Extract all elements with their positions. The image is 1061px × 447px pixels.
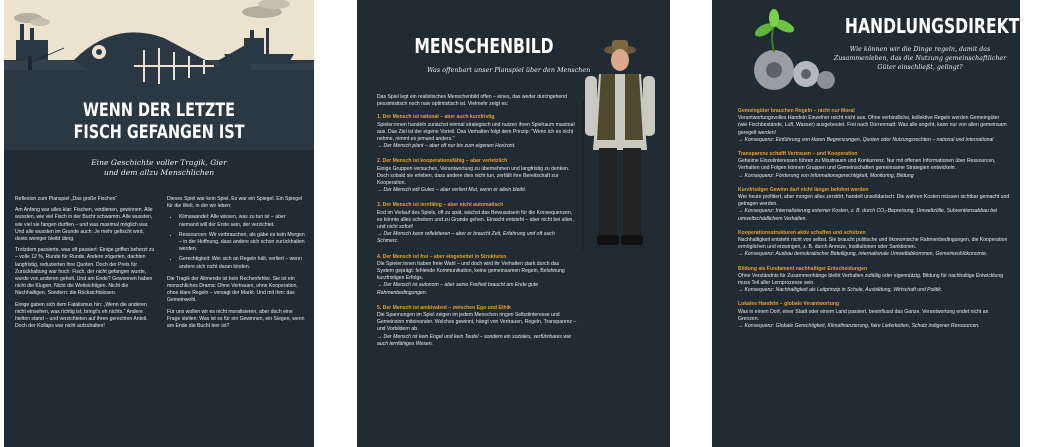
section-heading: Kooperationsstrukturen aktiv schaffen und schützen [738, 229, 866, 236]
section-heading: Gemeingüter brauchen Regeln – nicht nur Moral [738, 108, 855, 114]
page-menschenbild [357, 0, 670, 447]
paragraph: Reflexion zum Planspiel „Das große Fischen“ [15, 196, 118, 202]
section-body: Ohne Verständnis für Zusammenhänge bleibt Verhalten zufällig oder eigennützig. Bildung für nachhaltige Entwicklung muss Teil aller Lernprozesse sein. [738, 272, 1004, 287]
list-item: • Gerechtigkeit: Wer sich an Regeln hält, verliert – wenn andere sich nicht daran binden. [179, 256, 305, 270]
section-body: Wer heute profitiert, aber morgen alles zerstört, handelt unsolidarisch. Die wahren Kosten müssen sichtbar gemacht und getragen werden. [738, 194, 1010, 208]
main-text [377, 94, 577, 348]
section-heading: 5. Der Mensch ist ambivalent – zwischen Ego und Ethik [377, 304, 511, 311]
section-heading: 3. Der Mensch ist lernfähig – aber nicht automatisch [377, 202, 504, 209]
section [738, 187, 1010, 223]
page-title: WENN DER LETZTE FISCH GEFANGEN IST [73, 100, 245, 143]
section-body: Die Spannungen im Spiel zeigen im jedem Menschen ringen Selbstinteresse und Gemeinsinn miteinander. Welches gewinnt, hängt von Vertrauen, Regeln, Transparenz – und Vorbildern ab. [377, 312, 577, 333]
section [738, 108, 1010, 144]
paragraph: Trotzdem passierte, was oft passiert: Einige griffen beherzt zu – volle 12 %, Runde für Runde. Andere zögerten, dachten langfristig, reduzierten ihre Quoten. Doch der Preis für Zurückhaltung war hoch: Fisch, der nicht gefangen wurde, wurde von anderen geholt. Und am Ende? Gewonnen haben nicht die Klugen. Nicht die Weitsichtigen. Nicht die Nachhaltigen. Sondern: die Rücksichtslosen. [15, 247, 155, 297]
section-note: → Konsequenz: Globale Gerechtigkeit, Klimafinanzierung, faire Lieferketten, Schutz indigener Ressourcen. [738, 323, 980, 330]
section-note: → Konsequenz: Förderung von Informationsgerechtigkeit, Monitoring, Bildung [738, 172, 914, 179]
page-handlungsdirektiven [712, 0, 1061, 447]
paragraph: Einige gaben sich dem Fatalismus hin: „Wenn die anderen nicht einsehen, was richtig ist, bringt’s eh nichts.“ Andere hielten stand – und verzichteten auf ihren gerechten Anteil. Doch der Kollaps war nicht aufzuhalten! [15, 301, 148, 330]
page-title: HANDLUNGSDIREKTIVEN [844, 14, 1061, 38]
section-note: → Der Mensch will Gutes – aber verliert Mut, wenn er allein bleibt. [377, 187, 527, 194]
section-note: → Konsequenz: Nachhaltigkeit als Leitprinzip in Schule, Ausbildung, Wirtschaft und Politik. [738, 287, 943, 294]
section-note: → Der Mensch kann reflektieren – aber er braucht Zeit, Erfahrung und oft auch Schmerz. [377, 231, 555, 245]
section-note: → Konsequenz: Internalisierung externer Kosten, z. B. durch CO₂-Bepreisung, Umweltzölle, Subventionsabbau bei umweltschädlichem Verhalten. [738, 208, 998, 222]
section-note: → Der Mensch ist kein Engel und kein Teufel – sondern ein soziales, verführbares wie auch lernfähiges Wesen. [377, 333, 572, 347]
paragraph: Für uns wollen wir es nicht moralisieren, aber doch eine Frage stellen: Was ist es für ein Gewinnen, ein Siegen, wenn am Ende die Bucht leer ist? [167, 308, 305, 330]
section-heading: 4. Der Mensch ist frei – aber eingebettet in Strukturen [377, 253, 507, 260]
section-note: → Konsequenz: Einführung von klaren Begrenzungen, Quoten oder Nutzungsrechten – national und international [738, 136, 994, 143]
section [738, 266, 1010, 295]
paragraph: Die Tragik der Allmende ist kein Rechenfehler. Sie ist ein menschliches Drama: Ohne Vertrauen, ohne Kooperation, ohne klare Regeln – versagt der Markt. Und mit ihm: das Gemeinwohl. [167, 275, 298, 304]
fisherman-photo [575, 40, 665, 260]
page-title: MENSCHENBILD [414, 34, 554, 58]
paragraph: Am Anfang war alles klar: Fischen, verdienen, gewinnen. Alle wussten, wie viel Fisch in der Bucht schwamm. Alle wussten, wie viel sie fangen durften – und was maximal möglich war. Und alle wussten im Grunde auch: Je mehr gefischt wird, desto weniger bleibt übrig. [15, 207, 153, 243]
list-item: • Klimawandel: Alle wissen, was zu tun ist – aber niemand will der Erste sein, der verzichtet. [179, 214, 305, 228]
section-heading: 2. Der Mensch ist kooperationsfähig – aber verletzlich [377, 158, 508, 165]
section-body: Verantwortungsvolles Handeln Einzelner reicht nicht aus. Ohne verbindliche, kollektive Regeln werden Gemeingüter (wie Fischbestände, Luft, Wasser) ausgebeutet. Frei nach Dürrenmatt: Was alle angeht, kann nur von allen gemeinsam geregelt werden! [738, 115, 1007, 136]
section-heading: 1. Der Mensch ist rational – aber auch kurzfristig [377, 114, 495, 121]
section-heading: Transparenz schafft Vertrauen – und Kooperation [738, 151, 858, 158]
section [377, 254, 577, 297]
section [377, 305, 577, 348]
section-note: → Konsequenz: Ausbau demokratischer Beteiligung, internationale Umweltabkommen, Gemeinwohlökonomie. [738, 251, 988, 258]
section [738, 151, 1010, 180]
left-column [15, 196, 155, 334]
intro: Das Spiel legt ein realistisches Menschenbild offen – eines, das weder durchgehend pessimistisch noch naiv optimistisch ist. Vielmehr zeigt es: [377, 94, 567, 108]
list-item: • Ressourcen: Wir verbrauchen, als gäbe es kein Morgen – in der Hoffnung, dass andere sich schon zurückhalten werden. [179, 232, 305, 254]
paragraph: Dieses Spiel war kein Spiel. Es war ein Spiegel. Ein Spiegel für die Welt, in der wir leben: [167, 196, 303, 210]
section-body: Die Spieler:innen haben freie Wahl – und doch wird ihr Verhalten stark durch das System geprägt: fehlende Kommunikation, keine gemeinsamen Regeln, Belohnung kurzfristigen Erfolgs. [377, 260, 565, 282]
section [377, 158, 577, 194]
page-subtitle: Was offenbart unser Planspiel über den Menschen [427, 66, 591, 74]
section-body: Geheime Einzelinteressen führen zu Misstrauen und Konkurrenz. Nur mit offenen Informationen über Ressourcen, Verhalten und Folgen können Gruppen und Gemeinschaften gemeinsame Strategien entwickeln. [738, 158, 996, 172]
section-body: Einige Gruppen versuchen, Verantwortung zu übernehmen und langfristig zu denken. Doch sobald sie erleben, dass andere dies nicht tun, zerfällt ihre Bereitschaft zur Kooperation. [377, 165, 570, 187]
page-subtitle: Wie können wir die Dinge regeln, damit das Zusammenleben, das die Nutzung gemeinschaftlicher Güter einschließt, gelingt? [833, 46, 1007, 71]
page-fishing [4, 0, 314, 447]
main-text [738, 108, 1010, 330]
section-heading: Kurzfristiger Gewinn darf nicht länger belohnt werden [738, 186, 869, 193]
section [377, 114, 577, 150]
section-body: Erst im Verlauf des Spiels, oft zu spät, wächst das Bewusstsein für die Konsequenzen, es könnte alles scheitern und zu Grunde gehen. Einsicht entsteht – aber nicht bei allen, und nicht sofort! [377, 209, 574, 231]
section-note: → Der Mensch plant – aber oft nur bis zum eigenen Horizont. [377, 143, 516, 150]
section [738, 301, 1010, 330]
section-note: → Der Mensch ist autonom – aber seine Freiheit braucht am Ende gute Rahmenbedingungen. [377, 282, 539, 296]
section-body: Was in einem Dorf, einer Stadt oder einem Land passiert, beeinflusst das Ganze. Verantwortung endet nicht an Grenzen. [738, 308, 989, 322]
section [738, 230, 1010, 259]
section-body: Spieler:innen handeln zunächst einmal strategisch und nutzen ihren Spielraum maximal aus. Das Ziel ist der eigene Vorteil. Das Verhalten folgt dem Prinzip: "Wenn ich es nicht nehme, nimmt es jemand anders." [377, 121, 575, 143]
section [377, 202, 577, 245]
section-heading: Lokales Handeln – globale Verantwortung [738, 301, 840, 308]
section-body: Nachhaltigkeit entsteht nicht von selbst. Sie braucht politische und ökonomische Rahmenbedingungen, die Kooperation ermöglichen und erzwingen, z. B. durch Anreize, Institutionen oder Sanktionen. [738, 237, 1008, 251]
page-subtitle: Eine Geschichte voller Tragik, Gier und dem allzu Menschlichen [91, 158, 227, 177]
section-heading: Bildung als Fundament nachhaltiger Entscheidungen [738, 265, 868, 272]
right-column [167, 196, 305, 334]
